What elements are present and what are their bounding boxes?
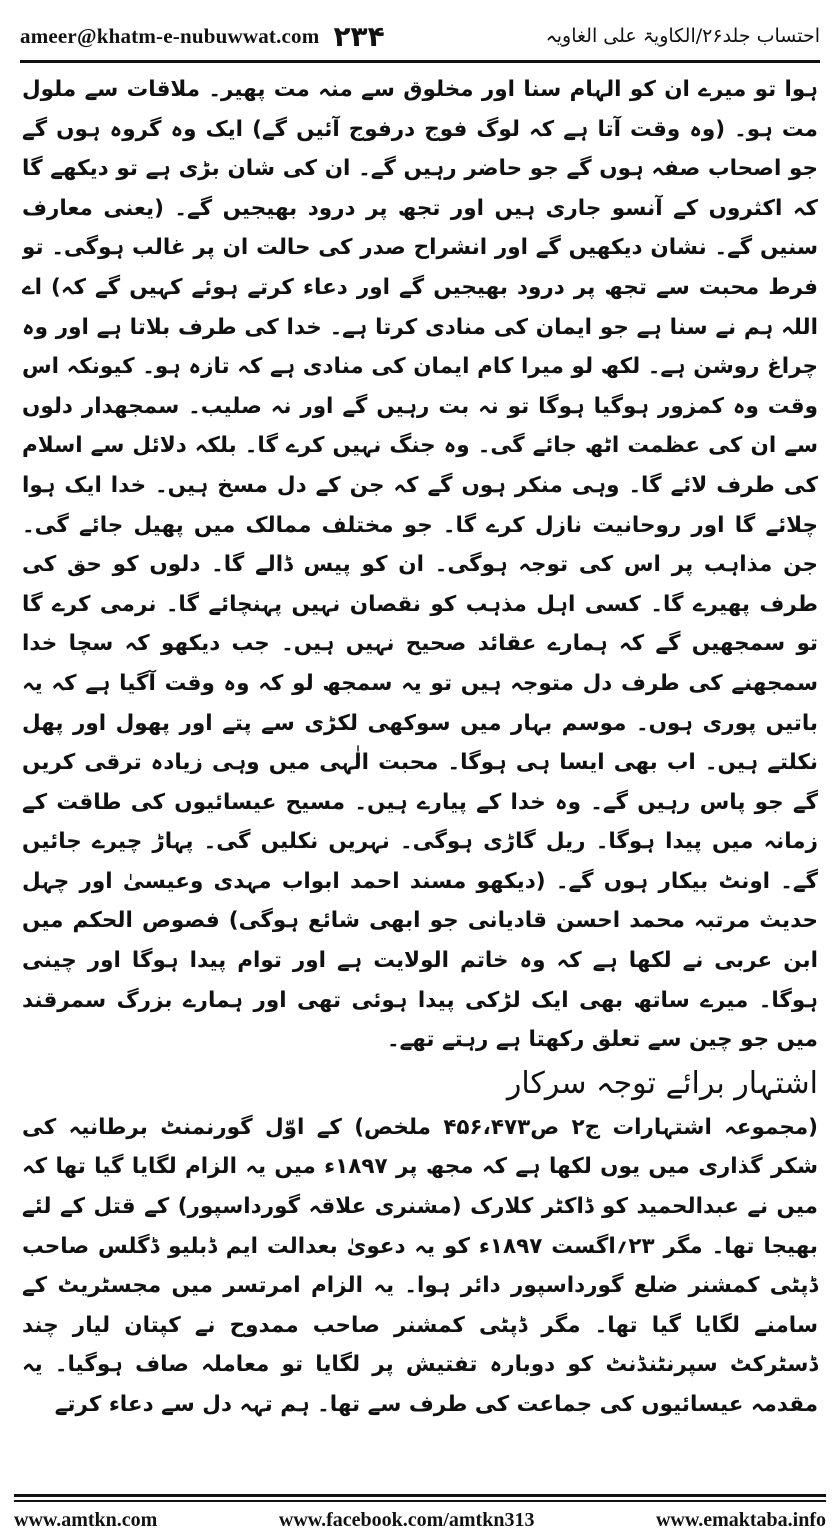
footer-link-emaktaba[interactable]: www.emaktaba.info: [655, 1508, 826, 1531]
body-paragraph: (مجموعہ اشتہارات ج۲ ص۴۵۶،۴۷۳ ملخص) کے اوّل گورنمنٹ برطانیہ کی شکر گذاری میں یوں لکھا ہے کہ مجھ پر ۱۸۹۷ء میں یہ الزام لگایا گیا تھا کہ میں نے عبدالحمید کو ڈاکٹر کلارک (مشنری علاقہ گورداسپور) کے قتل کے لئے بھیجا تھا۔ مگر ۲۳؍اگست ۱۸۹۷ء کو یہ دعویٰ بعدالت ایم ڈبلیو ڈگلس صاحب ڈپٹی کمشنر ضلع گورداسپور دائر ہوا۔ یہ الزام امرتسر میں مجسٹریٹ کے سامنے لگایا گیا تھا۔ مگر ڈپٹی کمشنر صاحب ممدوح نے کپتان لیار چند ڈسٹرکٹ سپرنٹنڈنٹ کو دوبارہ تفتیش پر لگایا تو معاملہ صاف ہوگیا۔ یہ مقدمہ عیسائیوں کی جماعت کی طرف سے تھا۔ ہم تہہ دل سے دعاء کرتے: [22, 1114, 818, 1417]
body-paragraph: ہوا تو میرے ان کو الہام سنا اور مخلوق سے منہ مت پھیر۔ ملاقات سے ملول مت ہو۔ (وہ وقت آتا ہے کہ لوگ فوج درفوج آئیں گے) ایک وہ گروہ ہوں گے جو اصحاب صفہ ہوں گے جو حاضر رہیں گے۔ ان کی شان بڑی ہے تو دیکھے گا کہ اکثروں کے آنسو جاری ہیں اور تجھ پر درود بھیجیں گے۔ (یعنی معارف سنیں گے۔ نشان دیکھیں گے اور انشراح صدر کی حالت ان پر غالب ہوگی۔ تو فرط محبت سے تجھ پر درود بھیجیں گے اور دعاء کرتے ہوئے کہیں گے کہ) اے اللہ ہم نے سنا ہے جو ایمان کی منادی کرتا ہے۔ خدا کی طرف بلاتا ہے اور وہ چراغ روشن ہے۔ لکھ لو میرا کام ایمان کی منادی ہے کہ تازہ ہو۔ کیونکہ اس وقت وہ کمزور ہوگیا ہوگا تو نہ بت رہیں گے اور نہ صلیب۔ سمجھدار دلوں سے ان کی عظمت اٹھ جائے گی۔ وہ جنگ نہیں کرے گا۔ بلکہ دلائل سے اسلام کی طرف لائے گا۔ وہی منکر ہوں گے کہ جن کے دل مسخ ہیں۔ خدا ایک ہوا چلائے گا اور روحانیت نازل کرے گا۔ جو مختلف ممالک میں پھیل جائے گی۔ جن مذاہب پر اس کی توجہ ہوگی۔ ان کو پیس ڈالے گا۔ دلوں کو حق کی طرف پھیرے گا۔ کسی اہل مذہب کو نقصان نہیں پہنچائے گا۔ نرمی کرے گا تو سمجھیں گے کہ ہمارے عقائد صحیح نہیں ہیں۔ جب دیکھو کہ سچا خدا سمجھنے کی طرف دل متوجہ ہیں تو یہ سمجھ لو کہ وہ وقت آگیا ہے کہ یہ باتیں پوری ہوں۔ موسم بہار میں سوکھی لکڑی سے پتے اور پھول اور پھل نکلتے ہیں۔ اب بھی ایسا ہی ہوگا۔ محبت الٰہی میں وہی زیادہ ترقی کریں گے جو پاس رہیں گے۔ وہ خدا کے پیارے ہیں۔ مسیح عیسائیوں کی طاقت کے زمانہ میں پیدا ہوگا۔ ریل گاڑی ہوگی۔ نہریں نکلیں گی۔ پہاڑ چیرے جائیں گے۔ اونٹ بیکار ہوں گے۔ (دیکھو مسند احمد ابواب مہدی وعیسیٰ اور چہل حدیث مرتبہ محمد احسن قادیانی جو ابھی شائع ہوگی) فصوص الحکم میں ابن عربی نے لکھا ہے کہ وہ خاتم الولایت ہے اور توام پیدا ہوگا اور چینی ہوگا۔ میرے ساتھ بھی ایک لڑکی پیدا ہوئی تھی اور ہمارے بزرگ سمرقند میں جو چین سے تعلق رکھتا ہے رہتے تھے۔: [22, 77, 818, 1053]
footer-link-facebook[interactable]: www.facebook.com/amtkn313: [278, 1508, 535, 1531]
page-body: [22, 70, 818, 1460]
footer-rule: [14, 1494, 826, 1497]
page-number: ۲۳۴: [333, 19, 385, 53]
header-left: [20, 20, 385, 53]
footer-rules: [14, 1494, 826, 1502]
page-header: [20, 14, 820, 58]
page-footer: [14, 1502, 826, 1538]
footer-link-amtkn[interactable]: www.amtkn.com: [14, 1508, 158, 1531]
header-email[interactable]: ameer@khatm-e-nubuwwat.com: [20, 23, 320, 48]
header-rule: [20, 60, 820, 63]
section-heading: اشتہار برائے توجہ سرکار: [506, 1065, 818, 1101]
book-title: احتساب جلد۲۶/الکاویۃ علی الغاویہ: [545, 25, 820, 47]
